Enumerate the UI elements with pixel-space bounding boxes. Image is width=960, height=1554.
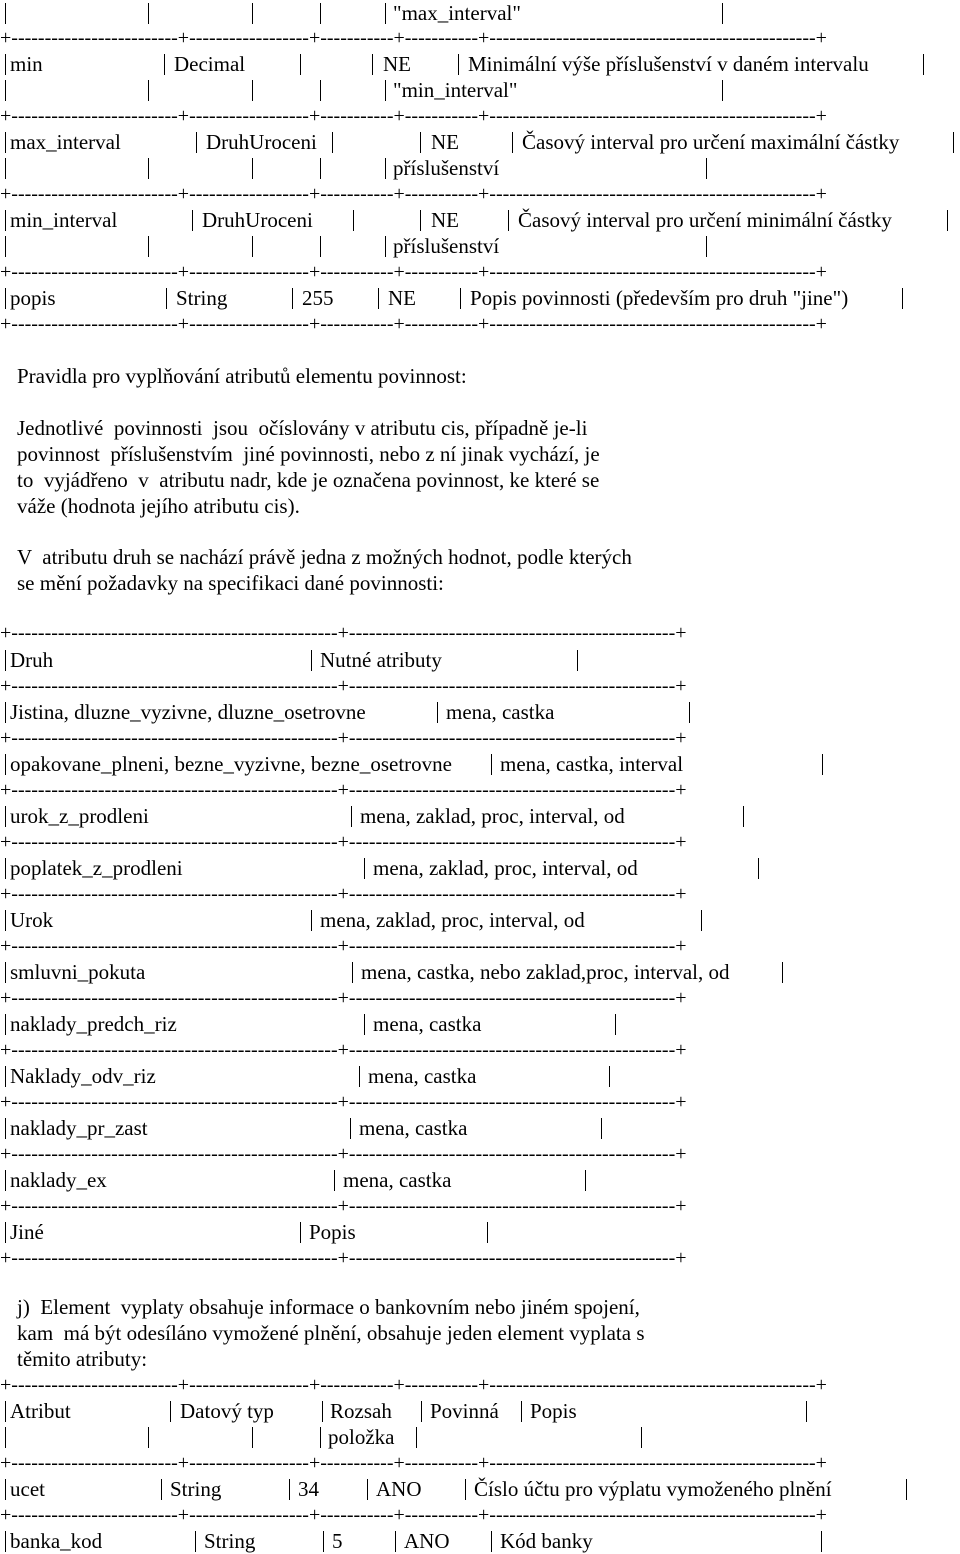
paragraph-line: těmito atributy:: [17, 1347, 148, 1371]
column-separator: [5, 80, 6, 101]
table-cell: max_interval: [10, 130, 121, 154]
column-separator: [947, 210, 948, 231]
table-cell: min: [10, 52, 43, 76]
column-separator: [5, 1427, 6, 1448]
table-cell: opakovane_plneni, bezne_vyzivne, bezne_osetrovne: [10, 752, 452, 776]
table-cell: smluvni_pokuta: [10, 960, 146, 984]
table-cell: mena, castka: [343, 1168, 452, 1192]
table-cell: mena, castka: [368, 1064, 477, 1088]
column-separator: [161, 1479, 162, 1500]
column-separator: [923, 54, 924, 75]
column-separator: [508, 210, 509, 231]
column-separator: [359, 1066, 360, 1087]
table-cell: mena, castka: [446, 700, 555, 724]
table-cell: naklady_ex: [10, 1168, 107, 1192]
table-border: +-------------------------------------------------+-------------------------------------------------+: [0, 1039, 687, 1061]
table2-row: [0, 1063, 960, 1089]
column-separator: [641, 1427, 642, 1448]
column-separator: [701, 910, 702, 931]
table1-row: [0, 0, 960, 26]
column-separator: [252, 3, 253, 24]
column-separator: [577, 650, 578, 671]
column-separator: [364, 1014, 365, 1035]
table-cell: mena, castka, nebo zaklad,proc, interval, od: [361, 960, 730, 984]
column-separator: [395, 1531, 396, 1552]
table2-row: [0, 907, 960, 933]
table-cell: Časový interval pro určení minimální částky: [518, 208, 892, 232]
column-separator: [320, 3, 321, 24]
column-separator: [5, 54, 6, 75]
table-cell: DruhUroceni: [202, 208, 313, 232]
column-separator: [252, 158, 253, 179]
column-separator: [320, 80, 321, 101]
table-cell: Kód banky: [500, 1529, 593, 1553]
column-separator: [5, 1531, 6, 1552]
column-separator: [722, 3, 723, 24]
column-separator: [350, 1118, 351, 1139]
table-cell: mena, castka: [373, 1012, 482, 1036]
column-separator: [420, 132, 421, 153]
column-separator: [5, 236, 6, 257]
column-separator: [5, 1170, 6, 1191]
column-separator: [902, 288, 903, 309]
paragraph-line: kam má být odesíláno vymožené plnění, obsahuje jeden element vyplata s: [17, 1321, 645, 1345]
column-separator: [706, 236, 707, 257]
column-separator: [5, 210, 6, 231]
column-separator: [615, 1014, 616, 1035]
column-separator: [292, 288, 293, 309]
table1-row: [0, 129, 960, 155]
table1-row: [0, 51, 960, 77]
table-cell: ANO: [404, 1529, 450, 1553]
table-border: +-------------------------------------------------+-------------------------------------------------+: [0, 1143, 687, 1165]
column-separator: [487, 1222, 488, 1243]
column-separator: [5, 858, 6, 879]
column-separator: [323, 1531, 324, 1552]
column-separator: [5, 1222, 6, 1243]
column-separator: [906, 1479, 907, 1500]
table-cell: Druh: [10, 648, 54, 672]
paragraph-line: váže (hodnota jejího atributu cis).: [17, 494, 300, 518]
column-separator: [458, 54, 459, 75]
table-cell: Popis: [530, 1399, 577, 1423]
column-separator: [5, 1014, 6, 1035]
column-separator: [953, 132, 954, 153]
column-separator: [252, 80, 253, 101]
table-border: +-------------------------------------------------+-------------------------------------------------+: [0, 883, 687, 905]
column-separator: [166, 288, 167, 309]
table-border: +-------------------------+------------------+-----------+-----------+-------------------------------------------------+: [0, 27, 827, 49]
column-separator: [5, 702, 6, 723]
table2-row: [0, 1219, 960, 1245]
column-separator: [5, 650, 6, 671]
paragraph-line: Jednotlivé povinnosti jsou očíslovány v atributu cis, případně je-li: [17, 416, 588, 440]
table-border: +-------------------------+------------------+-----------+-----------+-------------------------------------------------+: [0, 1374, 827, 1396]
column-separator: [465, 1479, 466, 1500]
column-separator: [822, 754, 823, 775]
column-separator: [320, 1427, 321, 1448]
table-cell: Decimal: [174, 52, 246, 76]
paragraph-line: se mění požadavky na specifikaci dané povinnosti:: [17, 571, 444, 595]
column-separator: [352, 962, 353, 983]
table-cell: Číslo účtu pro výplatu vymoženého plnění: [474, 1477, 832, 1501]
table2-row: [0, 959, 960, 985]
table3-row: [0, 1476, 960, 1502]
column-separator: [416, 1427, 417, 1448]
column-separator: [378, 288, 379, 309]
table-cell: poplatek_z_prodleni: [10, 856, 183, 880]
column-separator: [252, 1427, 253, 1448]
table1-row: [0, 207, 960, 233]
table-border: +-------------------------------------------------+-------------------------------------------------+: [0, 675, 687, 697]
column-separator: [689, 702, 690, 723]
column-separator: [491, 754, 492, 775]
table-border: +-------------------------------------------------+-------------------------------------------------+: [0, 935, 687, 957]
column-separator: [5, 1479, 6, 1500]
column-separator: [353, 210, 354, 231]
table-cell: "max_interval": [393, 1, 521, 25]
table-cell: Rozsah: [330, 1399, 392, 1423]
table-cell: NE: [383, 52, 411, 76]
table3-header-row: [0, 1398, 960, 1424]
table-cell: položka: [328, 1425, 395, 1449]
table1-row: [0, 155, 960, 181]
column-separator: [148, 3, 149, 24]
table-cell: mena, castka, interval: [500, 752, 684, 776]
column-separator: [5, 1066, 6, 1087]
column-separator: [706, 158, 707, 179]
paragraph-line: j) Element vyplaty obsahuje informace o bankovním nebo jiném spojení,: [17, 1295, 640, 1319]
column-separator: [782, 962, 783, 983]
column-separator: [192, 210, 193, 231]
column-separator: [320, 158, 321, 179]
table-cell: min_interval: [10, 208, 118, 232]
table-border: +-------------------------------------------------+-------------------------------------------------+: [0, 622, 687, 644]
column-separator: [332, 132, 333, 153]
table-border: +-------------------------+------------------+-----------+-----------+-------------------------------------------------+: [0, 105, 827, 127]
table-cell: ucet: [10, 1477, 45, 1501]
column-separator: [5, 1118, 6, 1139]
table-cell: banka_kod: [10, 1529, 103, 1553]
column-separator: [320, 236, 321, 257]
column-separator: [196, 132, 197, 153]
column-separator: [512, 132, 513, 153]
column-separator: [385, 158, 386, 179]
column-separator: [5, 806, 6, 827]
column-separator: [385, 80, 386, 101]
table1-row: [0, 77, 960, 103]
table3-row: [0, 1528, 960, 1554]
column-separator: [300, 54, 301, 75]
table-cell: 255: [302, 286, 334, 310]
table-cell: Urok: [10, 908, 54, 932]
column-separator: [311, 650, 312, 671]
column-separator: [148, 158, 149, 179]
column-separator: [5, 754, 6, 775]
column-separator: [5, 1401, 6, 1422]
table-cell: naklady_pr_zast: [10, 1116, 148, 1140]
column-separator: [743, 806, 744, 827]
column-separator: [5, 158, 6, 179]
column-separator: [351, 806, 352, 827]
column-separator: [364, 858, 365, 879]
table1-row: [0, 233, 960, 259]
column-separator: [311, 910, 312, 931]
column-separator: [300, 1222, 301, 1243]
section-heading: Pravidla pro vyplňování atributů elementu povinnost:: [17, 364, 467, 388]
table3-header-row: [0, 1424, 960, 1450]
table2-row: [0, 751, 960, 777]
table2-row: [0, 803, 960, 829]
table-cell: mena, zaklad, proc, interval, od: [320, 908, 585, 932]
column-separator: [334, 1170, 335, 1191]
column-separator: [372, 54, 373, 75]
table-cell: mena, castka: [359, 1116, 468, 1140]
column-separator: [5, 3, 6, 24]
table-cell: NE: [431, 208, 459, 232]
table2-header-row: [0, 647, 960, 673]
column-separator: [385, 236, 386, 257]
column-separator: [252, 236, 253, 257]
table-cell: Jiné: [10, 1220, 44, 1244]
column-separator: [148, 1427, 149, 1448]
table-cell: Datový typ: [180, 1399, 274, 1423]
table2-row: [0, 855, 960, 881]
table-cell: urok_z_prodleni: [10, 804, 149, 828]
table-cell: Atribut: [10, 1399, 71, 1423]
column-separator: [821, 1531, 822, 1552]
paragraph-line: povinnost příslušenstvím jiné povinnosti, nebo z ní jinak vychází, je: [17, 442, 600, 466]
column-separator: [5, 288, 6, 309]
table-cell: "min_interval": [393, 78, 518, 102]
table-cell: Popis: [309, 1220, 356, 1244]
table-border: +-------------------------------------------------+-------------------------------------------------+: [0, 987, 687, 1009]
table-border: +-------------------------+------------------+-----------+-----------+-------------------------------------------------+: [0, 183, 827, 205]
paragraph-line: to vyjádřeno v atributu nadr, kde je označena povinnost, ke které se: [17, 468, 600, 492]
table-cell: 5: [332, 1529, 343, 1553]
table-cell: příslušenství: [393, 234, 500, 258]
column-separator: [367, 1479, 368, 1500]
table-cell: DruhUroceni: [206, 130, 317, 154]
table-border: +-------------------------------------------------+-------------------------------------------------+: [0, 1091, 687, 1113]
table-border: +-------------------------------------------------+-------------------------------------------------+: [0, 727, 687, 749]
table-cell: Časový interval pro určení maximální částky: [522, 130, 900, 154]
table-cell: Popis povinnosti (především pro druh "jine"): [470, 286, 849, 310]
table-border: +-------------------------+------------------+-----------+-----------+-------------------------------------------------+: [0, 313, 827, 335]
table-cell: String: [204, 1529, 256, 1553]
column-separator: [722, 80, 723, 101]
column-separator: [5, 962, 6, 983]
table-border: +-------------------------------------------------+-------------------------------------------------+: [0, 1195, 687, 1217]
column-separator: [609, 1066, 610, 1087]
column-separator: [148, 236, 149, 257]
column-separator: [170, 1401, 171, 1422]
table-cell: 34: [298, 1477, 319, 1501]
table-border: +-------------------------+------------------+-----------+-----------+-------------------------------------------------+: [0, 1504, 827, 1526]
table2-row: [0, 1167, 960, 1193]
column-separator: [5, 910, 6, 931]
column-separator: [491, 1531, 492, 1552]
table1-row: [0, 285, 960, 311]
table-cell: Nutné atributy: [320, 648, 442, 672]
table-cell: popis: [10, 286, 56, 310]
column-separator: [385, 3, 386, 24]
table2-row: [0, 699, 960, 725]
paragraph-line: V atributu druh se nachází právě jedna z možných hodnot, podle kterých: [17, 545, 632, 569]
column-separator: [437, 702, 438, 723]
table-cell: String: [176, 286, 228, 310]
table-cell: Jistina, dluzne_vyzivne, dluzne_osetrovne: [10, 700, 366, 724]
column-separator: [460, 288, 461, 309]
table-border: +-------------------------------------------------+-------------------------------------------------+: [0, 831, 687, 853]
column-separator: [5, 132, 6, 153]
table-cell: ANO: [376, 1477, 422, 1501]
column-separator: [806, 1401, 807, 1422]
table-cell: NE: [431, 130, 459, 154]
column-separator: [585, 1170, 586, 1191]
column-separator: [195, 1531, 196, 1552]
column-separator: [322, 1401, 323, 1422]
table-cell: příslušenství: [393, 156, 500, 180]
table-cell: mena, zaklad, proc, interval, od: [373, 856, 638, 880]
table-cell: String: [170, 1477, 222, 1501]
table-border: +-------------------------+------------------+-----------+-----------+-------------------------------------------------+: [0, 261, 827, 283]
column-separator: [289, 1479, 290, 1500]
table-cell: naklady_predch_riz: [10, 1012, 177, 1036]
column-separator: [421, 1401, 422, 1422]
table-cell: mena, zaklad, proc, interval, od: [360, 804, 625, 828]
column-separator: [601, 1118, 602, 1139]
table-border: +-------------------------+------------------+-----------+-----------+-------------------------------------------------+: [0, 1452, 827, 1474]
table2-row: [0, 1011, 960, 1037]
table-cell: Minimální výše příslušenství v daném intervalu: [468, 52, 869, 76]
column-separator: [420, 210, 421, 231]
column-separator: [148, 80, 149, 101]
table-cell: Naklady_odv_riz: [10, 1064, 156, 1088]
column-separator: [521, 1401, 522, 1422]
table-border: +-------------------------------------------------+-------------------------------------------------+: [0, 779, 687, 801]
column-separator: [758, 858, 759, 879]
table2-row: [0, 1115, 960, 1141]
table-border: +-------------------------------------------------+-------------------------------------------------+: [0, 1247, 687, 1269]
table-cell: NE: [388, 286, 416, 310]
table-cell: Povinná: [430, 1399, 499, 1423]
column-separator: [164, 54, 165, 75]
